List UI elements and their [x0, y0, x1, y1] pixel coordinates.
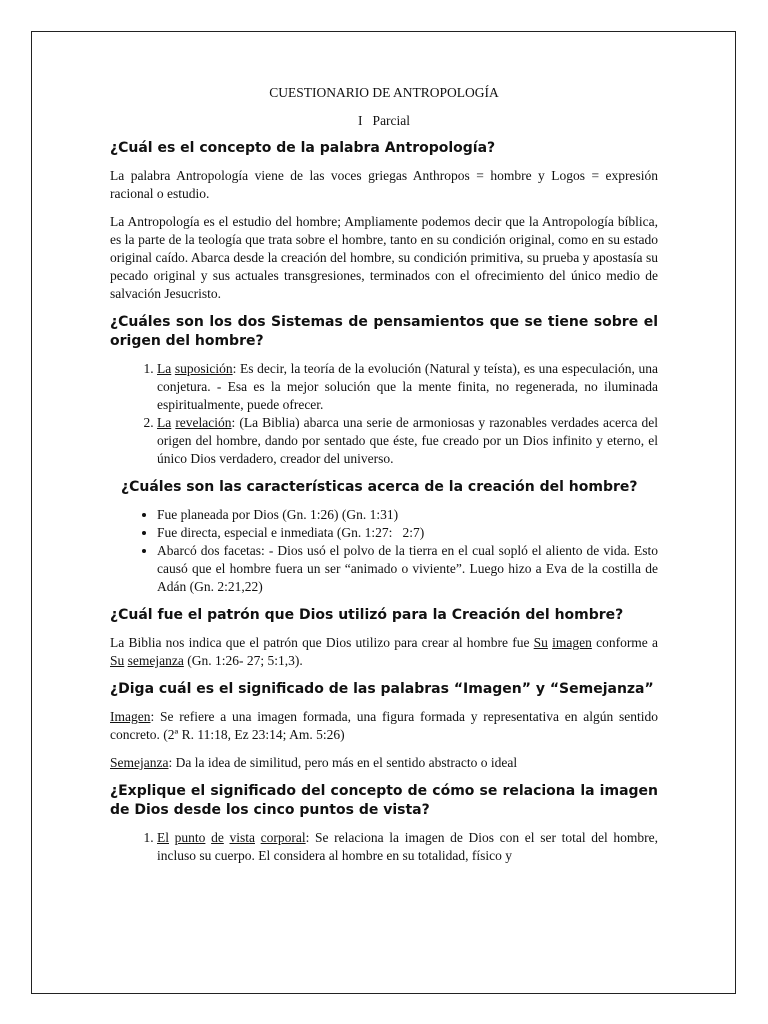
document-subtitle: I Parcial [357, 113, 411, 128]
list-item [157, 414, 658, 468]
underlined-term: Semejanza [110, 755, 169, 770]
underlined-word: de [211, 830, 224, 845]
underlined-word: punto [174, 830, 206, 845]
list-item-text: : Es decir, la teoría de la evolución (Natural y teísta), es una especulación, una conjetura. - Esa es la mejor solución que la mente finita, no regenerada, no iluminada espiritualmente, puede ofrecer. [157, 361, 658, 412]
document-page [31, 31, 736, 994]
answer-4-paragraph [110, 634, 658, 670]
underlined-word: corporal [260, 830, 306, 845]
definition-text: : Se refiere a una imagen formada, una figura formada y representativa en algún sentido concreto. (2ª R. 11:18, Ez 23:14; Am. 5:26) [110, 709, 658, 742]
list-item-text: : (La Biblia) abarca una serie de armoniosas y razonables verdades acerca del origen del hombre, dando por sentado que éste, fue creado por un Dios infinito y eterno, el único Dios verdadero, creador del universo. [157, 415, 658, 466]
definition-text: : Da la idea de similitud, pero más en el sentido abstracto o ideal [168, 755, 518, 770]
list-item-text: : Se relaciona la imagen de Dios con el ser total del hombre, incluso su cuerpo. El considera al hombre en su totalidad, físico y [157, 830, 659, 863]
underlined-term: suposición [174, 361, 233, 376]
list-item: • Fue directa, especial e inmediata (Gn. 1:27: 2:7) [157, 524, 658, 542]
answer-4-text: conforme a [591, 635, 658, 650]
question-4-heading: ¿Cuál fue el patrón que Dios utilizó para la Creación del hombre? [110, 607, 624, 623]
list-item: • Fue planeada por Dios (Gn. 1:26) (Gn. 1:31) [157, 506, 658, 524]
answer-4-text: (Gn. 1:26- 27; 5:1,3). [183, 653, 303, 668]
answer-5-semejanza [110, 754, 658, 772]
list-item [157, 360, 658, 414]
answer-3-list [110, 506, 658, 596]
list-item: • Abarcó dos facetas: - Dios usó el polvo de la tierra en el cual sopló el aliento de vida. Esto causó que el hombre fuera un ser “animado o viviente”. Luego hizo a Eva de la costilla de Adán (Gn. 2:21,22) [157, 542, 658, 596]
answer-1-paragraph-2: La Antropología es el estudio del hombre; Ampliamente podemos decir que la Antropología bíblica, es la parte de la teología que trata sobre el hombre, tanto en su condición original, como en su estado original caído. Abarca desde la creación del hombre, su condición primitiva, su prueba y apostasía su pecado original y sus actuales transgresiones, terminados con el ofrecimiento del único medio de salvación Jesucristo. [110, 214, 658, 301]
list-item [157, 829, 658, 865]
document-title: CUESTIONARIO DE ANTROPOLOGÍA [269, 85, 499, 100]
answer-1-paragraph-1: La palabra Antropología viene de las voces griegas Anthropos = hombre y Logos = expresión racional o estudio. [110, 168, 658, 201]
underlined-word: semejanza [127, 653, 184, 668]
document-content [110, 84, 658, 875]
underlined-word: Su [533, 635, 548, 650]
question-3-heading: ¿Cuáles son las características acerca de la creación del hombre? [121, 479, 638, 495]
question-1-heading: ¿Cuál es el concepto de la palabra Antropología? [110, 140, 496, 156]
underlined-word: Su [110, 653, 125, 668]
underlined-word: La [157, 361, 172, 376]
underlined-word: El [157, 830, 169, 845]
underlined-word: La [157, 415, 172, 430]
answer-4-text: La Biblia nos indica que el patrón que Dios utilizo para crear al hombre fue [110, 635, 534, 650]
underlined-word: vista [229, 830, 255, 845]
underlined-word: imagen [552, 635, 592, 650]
underlined-term: revelación [175, 415, 232, 430]
question-2-heading: ¿Cuáles son los dos Sistemas de pensamientos que se tiene sobre el origen del hombre? [110, 314, 658, 349]
answer-2-list [110, 360, 658, 468]
answer-5-imagen [110, 708, 658, 744]
question-6-heading: ¿Explique el significado del concepto de cómo se relaciona la imagen de Dios desde los cinco puntos de vista? [110, 783, 658, 818]
question-5-heading: ¿Diga cuál es el significado de las palabras “Imagen” y “Semejanza” [110, 681, 654, 697]
answer-6-list [110, 829, 658, 865]
underlined-term: Imagen [110, 709, 151, 724]
